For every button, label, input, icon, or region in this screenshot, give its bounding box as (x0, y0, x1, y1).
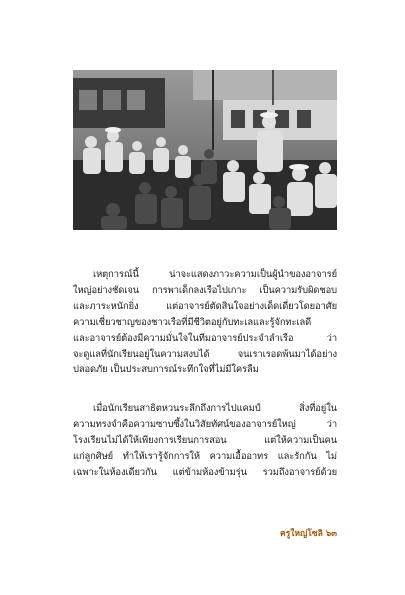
paragraph-2 (73, 401, 337, 481)
paragraph-1-line: และภาระหนักยิ่ง แต่อาจารย์ตัดสินใจอย่างเด็ดเดี่ยวโดยอาศัย (73, 300, 337, 312)
paragraph-2-line: ความทรงจำคือความซาบซึ้งในวิสัยทัศน์ของอาจารย์ใหญ่ ว่า (73, 418, 337, 430)
paragraph-2-line: แก่ลูกศิษย์ ทำให้เรารู้จักการให้ ความเอื้ออาทร และรักกัน ไม่ (73, 450, 337, 462)
paragraph-1-line: และอาจารย์ต้องมีความมั่นใจในทีมอาจารย์ประจำลำเรือ ว่า (73, 332, 337, 344)
paragraph-2-line: โรงเรียนไม่ได้ให้เพียงการเรียนการสอน แต่ให้ความเป็นคน (73, 434, 337, 446)
paragraph-1-line: จะดูแลที่นักเรียนอยู่ในความสงบได้ จนเราเรอดพ้นมาได้อย่าง (73, 348, 337, 360)
paragraph-1 (73, 267, 337, 378)
boat-crowd-photo-icon (73, 70, 337, 230)
paragraph-1-line: เหตุการณ์นี้ น่าจะแสดงภาวะความเป็นผู้นำของอาจารย์ (93, 269, 337, 280)
paragraph-1-line: ความเชี่ยวชาญของชาวเรือที่มีชีวิตอยู่กับทะเลและรู้จักทะเลดี (73, 316, 312, 328)
archival-photo (73, 70, 337, 230)
paragraph-2-line: เมื่อนักเรียนสาธิตหวนระลึกถึงการไปแคมป์ สิ่งที่อยู่ใน (93, 403, 337, 414)
paragraph-1-line: ใหญ่อย่างชัดเจน การพาเด็กลงเรือไปเกาะ เป็นความรับผิดชอบ (73, 284, 337, 296)
page-footer: ครูใหญ่โซลิ ๖๓ (280, 529, 337, 539)
paragraph-2-line: เฉพาะในห้องเดียวกัน แต่ข้ามห้องข้ามรุ่น รวมถึงอาจารย์ด้วย (73, 466, 337, 478)
paragraph-1-line: ปลอดภัย เป็นประสบการณ์ระทึกใจที่ไม่มีใครลืม (73, 364, 259, 376)
